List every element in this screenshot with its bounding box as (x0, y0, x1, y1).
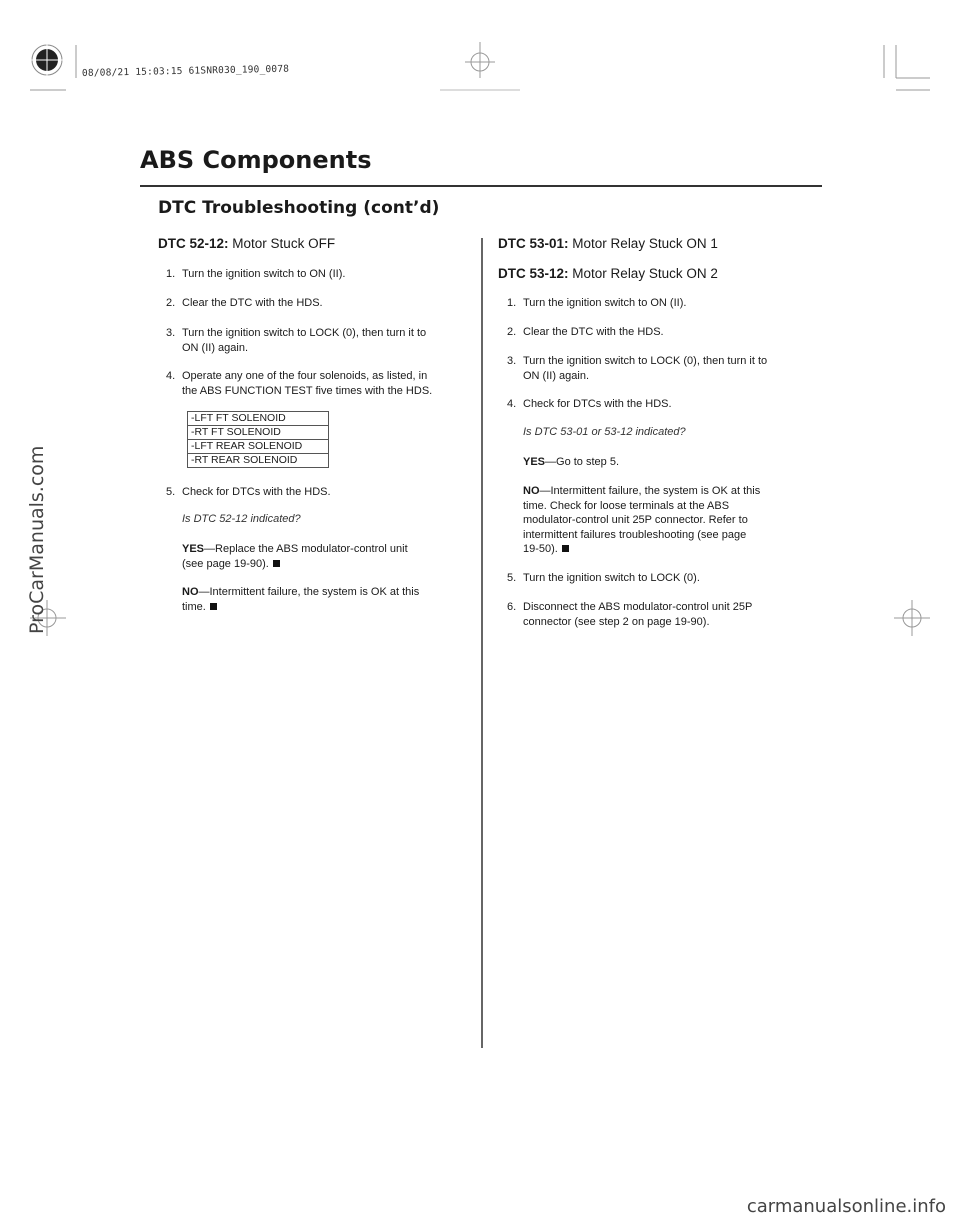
section-title: ABS Components (140, 146, 372, 174)
list-item: 2. Clear the DTC with the HDS. (166, 297, 323, 309)
list-item: 1. Turn the ignition switch to ON (II). (507, 297, 687, 309)
dtc-code: DTC 53-12: (498, 266, 569, 281)
list-item: 3. Turn the ignition switch to LOCK (0), then turn it to ON (II) again. (507, 355, 768, 382)
dtc-heading-53-01 (498, 236, 718, 251)
table-row: -RT REAR SOLENOID (191, 454, 298, 466)
list-item: 3. Turn the ignition switch to LOCK (0), then turn it to ON (II) again. (166, 327, 427, 354)
dtc-code: DTC 53-01: (498, 236, 569, 251)
crosshair-icon (440, 42, 520, 90)
check-question: Is DTC 52-12 indicated? (182, 513, 301, 525)
dtc-description: Motor Stuck OFF (232, 236, 336, 251)
table-row: -LFT REAR SOLENOID (188, 440, 329, 454)
dtc-heading-52-12 (158, 236, 335, 251)
list-item: 6. Disconnect the ABS modulator-control unit 25P connector (see step 2 on page 19-90). (507, 601, 753, 628)
dtc-code: DTC 52-12: (158, 236, 229, 251)
dtc-description: Motor Relay Stuck ON 1 (572, 236, 718, 251)
list-item: 1. Turn the ignition switch to ON (II). (166, 268, 346, 280)
table-row: -LFT FT SOLENOID (188, 412, 329, 426)
yes-answer: YES—Go to step 5. (523, 456, 619, 468)
list-item: 4. Check for DTCs with the HDS. (507, 398, 672, 410)
list-item: 2. Clear the DTC with the HDS. (507, 326, 664, 338)
print-stamp: 08/08/21 15:03:15 61SNR030_190_0078 (81, 63, 290, 79)
dtc-description: Motor Relay Stuck ON 2 (572, 266, 718, 281)
footer-watermark: carmanualsonline.info (746, 1196, 946, 1217)
table-row: -RT FT SOLENOID (188, 426, 329, 440)
yes-answer: YES—Replace the ABS modulator-control unit (see page 19-90). (182, 543, 408, 570)
crosshair-icon (894, 600, 930, 636)
solenoid-list-table (187, 411, 329, 468)
end-marker-icon (210, 603, 217, 610)
crop-target-icon (28, 41, 66, 79)
dtc-heading-53-12 (498, 266, 718, 281)
no-answer: NO—Intermittent failure, the system is OK at this time. (182, 586, 420, 613)
list-item: 5. Check for DTCs with the HDS. (166, 486, 331, 498)
subsection-title: DTC Troubleshooting (cont’d) (158, 198, 440, 218)
end-marker-icon (562, 545, 569, 552)
end-marker-icon (273, 560, 280, 567)
no-answer: NO—Intermittent failure, the system is OK at this time. Check for loose terminals at the ABS modulator-control unit 25P connector. Refer to intermittent failures troubleshooting (see page 19-50). (523, 485, 761, 555)
side-watermark: ProCarManuals.com (26, 445, 48, 634)
list-item: 5. Turn the ignition switch to LOCK (0). (507, 572, 700, 584)
check-question: Is DTC 53-01 or 53-12 indicated? (523, 426, 686, 438)
list-item: 4. Operate any one of the four solenoids, as listed, in the ABS FUNCTION TEST five times with the HDS. (166, 370, 433, 397)
